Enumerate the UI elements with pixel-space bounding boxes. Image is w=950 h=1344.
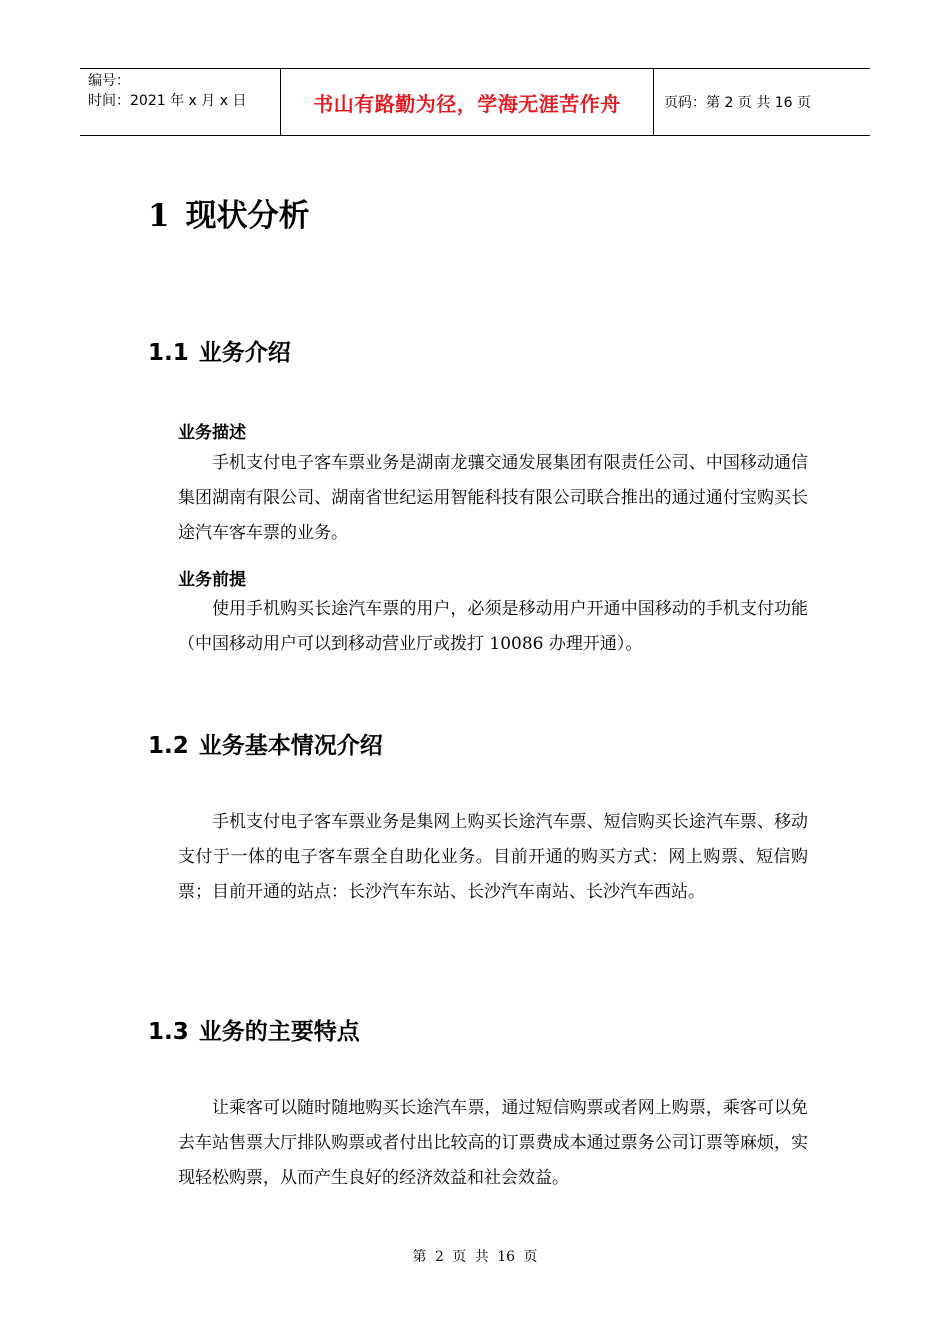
paragraph-basic-situation: 手机支付电子客车票业务是集网上购买长途汽车票、短信购买长途汽车票、移动支付于一体的电子客车票全自助化业务。目前开通的购买方式：网上购票、短信购票；目前开通的站点：长沙汽车东站、长沙汽车南站、长沙汽车西站。 bbox=[178, 812, 808, 902]
header-meta bbox=[80, 69, 281, 135]
subsection-heading-business-prerequisite: 业务前提 bbox=[178, 570, 246, 590]
document-number-label: 编号： bbox=[88, 73, 130, 89]
section-title: 业务介绍 bbox=[198, 340, 291, 366]
subsection-heading-business-description: 业务描述 bbox=[178, 423, 246, 443]
paragraph-business-prerequisite: 使用手机购买长途汽车票的用户，必须是移动用户开通中国移动的手机支付功能（中国移动用户可以到移动营业厅或拨打 10086 办理开通）。 bbox=[178, 599, 808, 654]
chapter-heading bbox=[148, 190, 310, 235]
section-title: 业务基本情况介绍 bbox=[198, 733, 383, 759]
page-header bbox=[80, 68, 870, 136]
section-number: 1.2 bbox=[148, 733, 189, 759]
section-number: 1.3 bbox=[148, 1019, 189, 1045]
paragraph-main-features: 让乘客可以随时随地购买长途汽车票，通过短信购票或者网上购票，乘客可以免去车站售票大厅排队购票或者付出比较高的订票费成本通过票务公司订票等麻烦，实现轻松购票，从而产生良好的经济效益和社会效益。 bbox=[178, 1098, 808, 1188]
section-title: 业务的主要特点 bbox=[198, 1019, 360, 1045]
paragraph-business-description: 手机支付电子客车票业务是湖南龙骧交通发展集团有限责任公司、中国移动通信集团湖南有限公司、湖南省世纪运用智能科技有限公司联合推出的通过通付宝购买长途汽车客车票的业务。 bbox=[178, 453, 808, 543]
section-heading-1-1 bbox=[148, 334, 291, 367]
section-heading-1-3 bbox=[148, 1013, 360, 1046]
header-page-info: 页码：第 2 页 共 16 页 bbox=[664, 95, 811, 111]
chapter-title: 现状分析 bbox=[185, 198, 310, 234]
section-number: 1.1 bbox=[148, 340, 189, 366]
page-footer: 第 2 页 共 16 页 bbox=[412, 1249, 538, 1265]
document-date: 时间：2021 年 x 月 x 日 bbox=[88, 93, 247, 109]
section-heading-1-2 bbox=[148, 727, 383, 760]
chapter-number: 1 bbox=[148, 198, 170, 234]
header-motto: 书山有路勤为径，学海无涯苦作舟 bbox=[281, 69, 654, 135]
